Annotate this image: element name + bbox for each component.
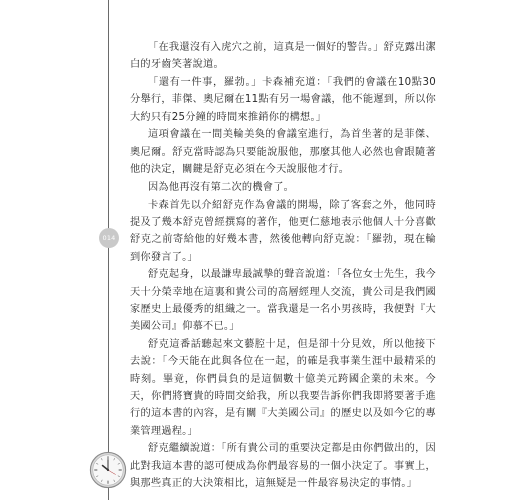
paragraph-3: 這項會議在一間美輪美奐的會議室進行，為首坐著的是菲傑、奧尼爾。舒克當時認為只要能說服他，那麼其他人必然也會跟隨著他的決定，關鍵是舒克必須在今天說服他才行。 [130,129,436,176]
paragraph-4: 因為他再沒有第二次的機會了。 [148,181,295,193]
paragraph-7: 舒克這番話聽起來文藝腔十足，但是卻十分見效，所以他接下去說：「今天能在此與各位在一起，的確是我事業生涯中最精采的時刻。畢竟，你們員負的是這個數十億美元跨國企業的未來。今天，你們將寶貴的時間交給我，所以我要告訴你們我即將要著手進行的這本書的內容，是有關『大美國公司』的歷史以及如今它的專業管理過程。」 [130,339,436,437]
page-number-badge: 014 [99,228,119,248]
body-text [130,39,436,493]
wall-clock-icon [89,451,127,489]
paragraph-5: 卡森首先以介紹舒克作為會議的開場，除了客套之外，他同時提及了幾本舒克曾經撰寫的著作，他更仁慈地表示他個人十分喜歡舒克之前寄給他的好幾本書，然後他轉向舒克說：「羅勃，現在輪到你發言了。」 [130,199,436,263]
paragraph-8: 舒克繼續說道：「所有貴公司的重要決定都是由你們做出的，因此對我這本書的認可便成為你們最容易的一個小決定了。事實上，與那些真正的大決策相比，這無疑是一件最容易決定的事情。」 [130,443,436,489]
paragraph-1: 「在我還沒有入虎穴之前，這真是一個好的警告。」舒克露出潔白的牙齒笑著說道。 [130,42,436,71]
paragraph-2: 「還有一件事，羅勃。」卡森補充道：「我們的會議在10點30分舉行，菲傑、奧尼爾在11點有另一場會議，他不能遲到，所以你大約只有25分鐘的時間來推銷你的構想。」 [130,77,436,123]
margin-vertical-rule [108,0,109,500]
paragraph-6: 舒克起身，以最謙卑最誠摯的聲音說道：「各位女士先生，我今天十分榮幸地在這裏和貴公司的高層經理人交流，貴公司是我們國家歷史上最優秀的組織之一。當我還是一名小男孩時，我便對『大美國公司』仰慕不已。」 [130,269,436,333]
